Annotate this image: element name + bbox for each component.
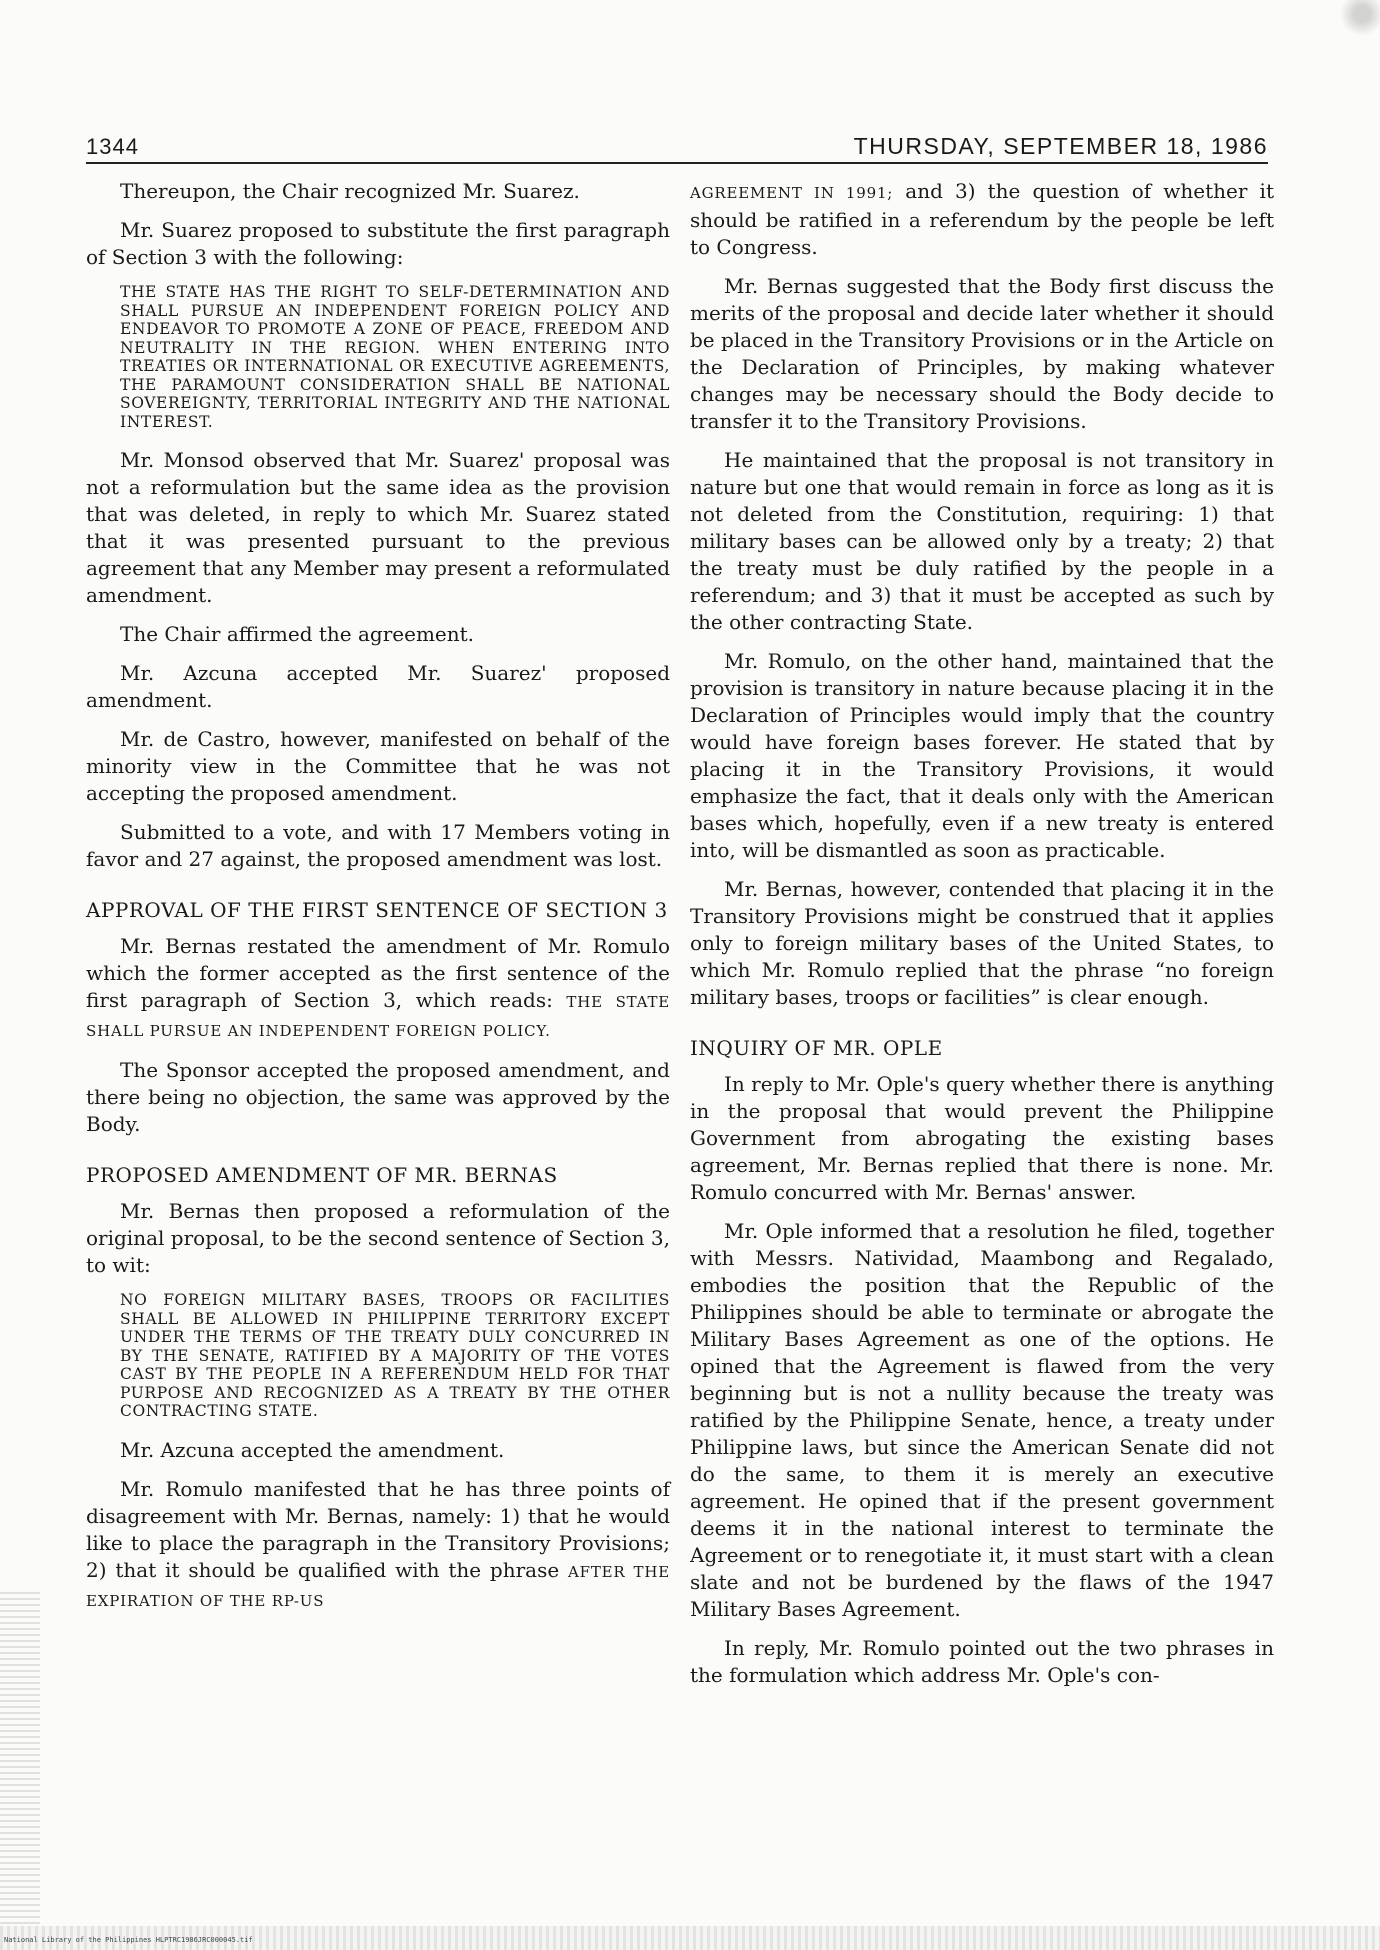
section-heading: APPROVAL OF THE FIRST SENTENCE OF SECTION 3 <box>86 898 668 922</box>
page-number: 1344 <box>86 134 139 159</box>
paragraph: Mr. Suarez proposed to substitute the first paragraph of Section 3 with the following: <box>86 218 670 269</box>
quoted-sentence: THE STATE SHALL PURSUE AN INDEPENDENT FOREIGN POLICY. <box>86 993 671 1040</box>
paragraph: Mr. Azcuna accepted the amendment. <box>120 1437 505 1462</box>
paragraph <box>86 933 670 1045</box>
scan-source-note: National Library of the Philippines HLPTRC1986JRC000045.tif <box>4 1936 253 1944</box>
paragraph-text: Mr. Bernas restated the amendment of Mr. Romulo which the former accepted as the first sentence of the first paragraph of Section 3, which reads: <box>86 934 670 1012</box>
paragraph: Mr. Bernas suggested that the Body first discuss the merits of the proposal and decide later whether it should be placed in the Transitory Provisions or in the Article on the Declaration of Principles, by making whatever changes may be necessary should the Body decide to transfer it to the Transitory Provisions. <box>690 274 1274 433</box>
paragraph: Submitted to a vote, and with 17 Members voting in favor and 27 against, the proposed amendment was lost. <box>86 820 670 871</box>
paragraph <box>690 178 1274 261</box>
paragraph: The Sponsor accepted the proposed amendment, and there being no objection, the same was approved by the Body. <box>86 1058 670 1136</box>
scan-margin-noise <box>0 1590 40 1930</box>
paragraph: Thereupon, the Chair recognized Mr. Suarez. <box>120 179 580 203</box>
paragraph: Mr. Bernas, however, contended that placing it in the Transitory Provisions might be construed that it applies only to foreign military bases of the United States, to which Mr. Romulo replied that the phrase “no foreign military bases, troops or facilities” is clear enough. <box>690 877 1274 1009</box>
paragraph: In reply, Mr. Romulo pointed out the two phrases in the formulation which address Mr. Ople's con- <box>690 1636 1274 1687</box>
paragraph <box>86 1476 670 1615</box>
page-header <box>86 122 1268 164</box>
section-heading: INQUIRY OF MR. OPLE <box>690 1036 943 1060</box>
quoted-phrase: AFTER THE EXPIRATION OF THE RP-US <box>86 1562 670 1610</box>
paragraph: Mr. Romulo, on the other hand, maintained that the provision is transitory in nature because placing it in the Declaration of Principles would imply that the country would have foreign bases forever. He stated that by placing it in the Transitory Provisions, it would emphasize the fact, that it deals only with the American bases which, hopefully, even if a new treaty is entered into, will be dismantled as soon as practicable. <box>690 649 1274 862</box>
paragraph: In reply to Mr. Ople's query whether there is anything in the proposal that would prevent the Philippine Government from abrogating the existing bases agreement, Mr. Bernas replied that there is none. Mr. Romulo concurred with Mr. Bernas' answer. <box>690 1072 1274 1204</box>
page-date: THURSDAY, SEPTEMBER 18, 1986 <box>853 133 1268 159</box>
right-column <box>690 178 1274 1701</box>
paragraph: The Chair affirmed the agreement. <box>120 622 475 646</box>
quoted-amendment: THE STATE HAS THE RIGHT TO SELF-DETERMINATION AND SHALL PURSUE AN INDEPENDENT FOREIGN POLICY AND ENDEAVOR TO PROMOTE A ZONE OF PEACE, FREEDOM AND NEUTRALITY IN THE REGION. WHEN ENTERING INTO TREATIES OR INTERNATIONAL OR EXECUTIVE AGREEMENTS, THE PARAMOUNT CONSIDERATION SHALL BE NATIONAL SOVEREIGNTY, TERRITORIAL INTEGRITY AND THE NATIONAL INTEREST. <box>120 283 670 431</box>
paragraph: Mr. Bernas then proposed a reformulation of the original proposal, to be the second sentence of Section 3, to wit: <box>86 1199 670 1277</box>
paragraph-text: and 3) the question of whether it should be ratified in a referendum by the people be left to Congress. <box>690 179 1274 259</box>
paragraph: He maintained that the proposal is not transitory in nature but one that would remain in force as long as it is not deleted from the Constitution, requiring: 1) that military bases can be allowed only by a treaty; 2) that the treaty must be duly ratified by the people in a referendum; and 3) that it must be accepted as such by the other contracting State. <box>690 448 1274 634</box>
paragraph: Mr. Ople informed that a resolution he filed, together with Messrs. Natividad, Maambong and Regalado, embodies the position that the Republic of the Philippines should be able to terminate or abrogate the Military Bases Agreement as one of the options. He opined that the Agreement is flawed from the very beginning but is not a nullity because the treaty was ratified by the Philippine Senate, hence, a treaty under Philippine laws, but since the American Senate did not do the same, to them it is merely an executive agreement. He opined that if the present government deems it in the national interest to terminate the Agreement or to renegotiate it, it must start with a clean slate and not be burdened by the flaws of the 1947 Military Bases Agreement. <box>690 1219 1274 1621</box>
quoted-phrase: AGREEMENT IN 1991; <box>690 184 894 202</box>
paragraph-text: Mr. Romulo manifested that he has three points of disagreement with Mr. Bernas, namely: 1) that he would like to place the paragraph in the Transitory Provisions; 2) that it should be qualified with the phrase <box>86 1476 670 1582</box>
scan-corner-noise <box>1320 0 1380 70</box>
paragraph: Mr. Monsod observed that Mr. Suarez' proposal was not a reformulation but the same idea as the provision that was deleted, in reply to which Mr. Suarez stated that it was presented pursuant to the previous agreement that any Member may present a reformulated amendment. <box>86 448 670 607</box>
section-heading: PROPOSED AMENDMENT OF MR. BERNAS <box>86 1163 558 1187</box>
paragraph: Mr. de Castro, however, manifested on behalf of the minority view in the Committee that he was not accepting the proposed amendment. <box>86 727 670 805</box>
paragraph: Mr. Azcuna accepted Mr. Suarez' proposed amendment. <box>86 661 670 712</box>
quoted-amendment: NO FOREIGN MILITARY BASES, TROOPS OR FACILITIES SHALL BE ALLOWED IN PHILIPPINE TERRITORY EXCEPT UNDER THE TERMS OF THE TREATY DULY CONCURRED IN BY THE SENATE, RATIFIED BY A MAJORITY OF THE VOTES CAST BY THE PEOPLE IN A REFERENDUM HELD FOR THAT PURPOSE AND RECOGNIZED AS A TREATY BY THE OTHER CONTRACTING STATE. <box>120 1291 670 1420</box>
left-column <box>86 178 670 1627</box>
